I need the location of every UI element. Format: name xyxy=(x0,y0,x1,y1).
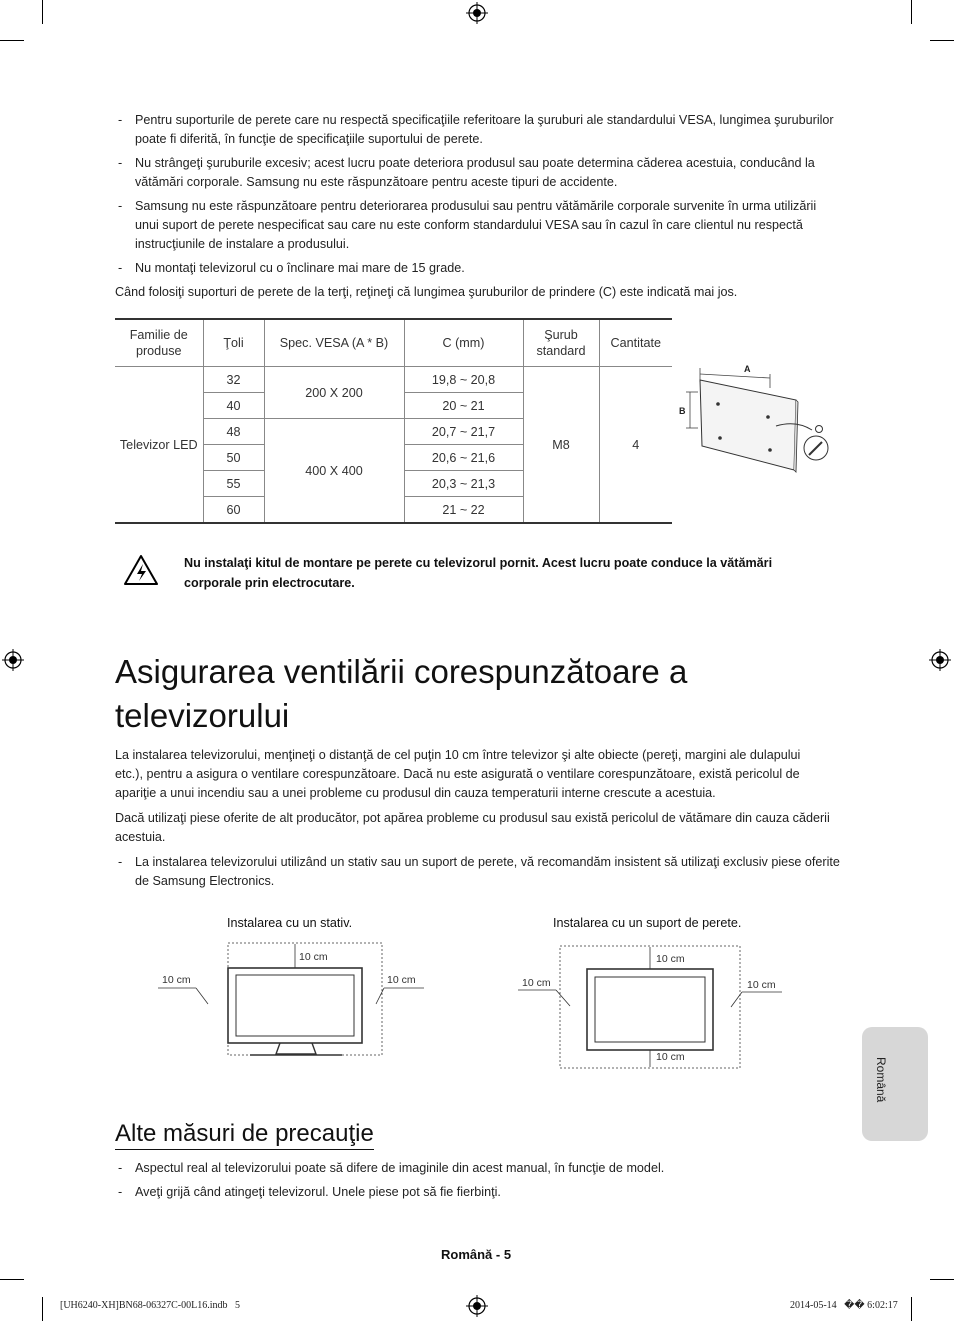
table-header: Familie de produse xyxy=(115,319,203,367)
note-text: Samsung nu este răspunzătoare pentru deteriorarea produsului sau pentru vătămările corporale survenite în urma utilizării unui suport de perete nespecificat sau care nu este conform standardului VESA sau în cazul în care clientul nu respectă instrucţiunile de instalare a produsului. xyxy=(135,199,817,251)
quantity-cell: 4 xyxy=(599,367,672,524)
crop-mark xyxy=(911,0,912,24)
electric-warning-icon xyxy=(123,553,159,587)
size-cell: 55 xyxy=(203,471,264,497)
gap-top-label: 10 cm xyxy=(299,951,328,963)
vesa-spec-table xyxy=(115,318,672,524)
note-text: Pentru suporturile de perete care nu respectă specificaţiile referitoare la şuruburi ale standardului VESA, lungimea şuruburilor poate fi diferită, în funcţie de specificaţiile suportului de perete. xyxy=(135,113,834,146)
dimension-b-label: B xyxy=(679,406,686,416)
c-mm-cell: 20,7 ~ 21,7 xyxy=(404,419,523,445)
stand-figure-title: Instalarea cu un stativ. xyxy=(227,916,353,930)
c-mm-cell: 20 ~ 21 xyxy=(404,393,523,419)
table-header: Ţoli xyxy=(203,319,264,367)
registration-mark-icon xyxy=(929,649,951,671)
size-cell: 60 xyxy=(203,497,264,524)
c-mm-cell: 20,6 ~ 21,6 xyxy=(404,445,523,471)
gap-bottom-label: 10 cm xyxy=(656,1051,685,1063)
crop-mark xyxy=(42,1297,43,1321)
print-date: 2014-05-14 �� 6:02:17 xyxy=(790,1300,898,1311)
vesa-cell: 200 X 200 xyxy=(264,367,404,419)
note-item: - La instalarea televizorului utilizând un stativ sau un suport de perete, vă recomandăm insistent să utilizaţi exclusiv piese oferite de Samsung Electronics. xyxy=(118,853,838,891)
third-party-paragraph: Dacă utilizaţi piese oferite de alt producător, pot apărea probleme cu produsul sau există pericolul de vătămare din cauza căderii acestuia. xyxy=(115,811,830,844)
precaution-item: - Aveţi grijă când atingeţi televizorul. Unele piese pot să fie fierbinţi. xyxy=(118,1183,838,1202)
size-cell: 40 xyxy=(203,393,264,419)
gap-left-label: 10 cm xyxy=(162,974,191,986)
note-text: Nu strângeţi şuruburile excesiv; acest lucru poate deteriora produsul sau poate determina căderea acestuia, conducând la vătămări corporale. Samsung nu este răspunzătoare pentru aceste tipuri de accidente. xyxy=(135,156,815,189)
intro-line: Când folosiţi suporturi de perete de la terţi, reţineţi că lungimea şuruburilor de prindere (C) este indicată mai jos. xyxy=(115,285,738,299)
note-item: - Samsung nu este răspunzătoare pentru deteriorarea produsului sau pentru vătămările corporale survenite în urma utilizării unui suport de perete nespecificat sau care nu este conform standardului VESA sau în cazul în care clientul nu respectă instrucţiunile de instalare a produsului. xyxy=(118,197,838,254)
precaution-item: - Aspectul real al televizorului poate să difere de imaginile din acest manual, în funcţie de model. xyxy=(118,1159,838,1178)
note-text: La instalarea televizorului utilizând un stativ sau un suport de perete, vă recomandăm insistent să utilizaţi exclusiv piese oferite de Samsung Electronics. xyxy=(135,855,840,888)
wall-mount-diagram xyxy=(676,360,836,485)
size-cell: 48 xyxy=(203,419,264,445)
screw-cell: M8 xyxy=(523,367,599,524)
warning-text: Nu instalaţi kitul de montare pe perete cu televizorul pornit. Acest lucru poate conduce la vătămări corporale prin electrocutare. xyxy=(184,556,773,590)
c-mm-cell: 19,8 ~ 20,8 xyxy=(404,367,523,393)
ventilation-paragraph: La instalarea televizorului, menţineţi o distanţă de cel puţin 10 cm între televizor şi alte obiecte (pereţi, margini ale dulapului etc.), pentru a asigura o ventilare corespunzătoare. Dacă nu este asigurată o ventilare corespunzătoare, există pericolul de apariţie a unui incendiu sau a unei probleme cu produsul din cauza temperaturii interne crescute a acestuia. xyxy=(115,748,801,800)
gap-top-label: 10 cm xyxy=(656,953,685,965)
language-tab xyxy=(862,1027,928,1141)
note-text: Nu montaţi televizorul cu o înclinare mai mare de 15 grade. xyxy=(135,261,465,275)
page-footer: Română - 5 xyxy=(441,1247,512,1262)
gap-left-label: 10 cm xyxy=(522,977,551,989)
c-mm-cell: 21 ~ 22 xyxy=(404,497,523,524)
table-header: Şurub standard xyxy=(523,319,599,367)
dimension-a-label: A xyxy=(744,364,751,374)
c-mm-cell: 20,3 ~ 21,3 xyxy=(404,471,523,497)
table-header: Spec. VESA (A * B) xyxy=(264,319,404,367)
section-heading: Asigurarea ventilării corespunzătoare a televizorului xyxy=(115,653,688,734)
note-item: - Nu montaţi televizorul cu o înclinare mai mare de 15 grade. xyxy=(118,259,838,278)
crop-mark xyxy=(0,40,24,41)
note-item: - Nu strângeţi şuruburile excesiv; acest lucru poate deteriora produsul sau poate determina căderea acestuia, conducând la vătămări corporale. Samsung nu este răspunzătoare pentru aceste tipuri de accidente. xyxy=(118,154,838,192)
wall-ventilation-figure xyxy=(518,940,788,1072)
crop-mark xyxy=(930,40,954,41)
precaution-text: Aspectul real al televizorului poate să difere de imaginile din acest manual, în funcţie de model. xyxy=(135,1161,665,1175)
subheading: Alte măsuri de precauţie xyxy=(115,1119,374,1150)
size-cell: 50 xyxy=(203,445,264,471)
gap-right-label: 10 cm xyxy=(747,979,776,991)
stand-ventilation-figure xyxy=(158,940,428,1065)
wall-figure-title: Instalarea cu un suport de perete. xyxy=(553,916,742,930)
note-item: - Pentru suporturile de perete care nu respectă specificaţiile referitoare la şuruburi ale standardului VESA, lungimea şuruburilor poate fi diferită, în funcţie de specificaţiile suportului de perete. xyxy=(118,111,838,149)
gap-right-label: 10 cm xyxy=(387,974,416,986)
vesa-cell: 400 X 400 xyxy=(264,419,404,524)
print-slug: [UH6240-XH]BN68-06327C-00L16.indb 5 xyxy=(60,1300,240,1311)
product-family-cell: Televizor LED xyxy=(115,367,203,524)
registration-mark-icon xyxy=(466,2,488,24)
language-tab-label: Română xyxy=(874,1057,888,1103)
crop-mark xyxy=(930,1279,954,1280)
table-header: Cantitate xyxy=(599,319,672,367)
size-cell: 32 xyxy=(203,367,264,393)
crop-mark xyxy=(0,1279,24,1280)
table-header: C (mm) xyxy=(404,319,523,367)
precaution-text: Aveţi grijă când atingeţi televizorul. Unele piese pot să fie fierbinţi. xyxy=(135,1185,501,1199)
registration-mark-icon xyxy=(2,649,24,671)
crop-mark xyxy=(911,1297,912,1321)
registration-mark-icon xyxy=(466,1295,488,1317)
crop-mark xyxy=(42,0,43,24)
